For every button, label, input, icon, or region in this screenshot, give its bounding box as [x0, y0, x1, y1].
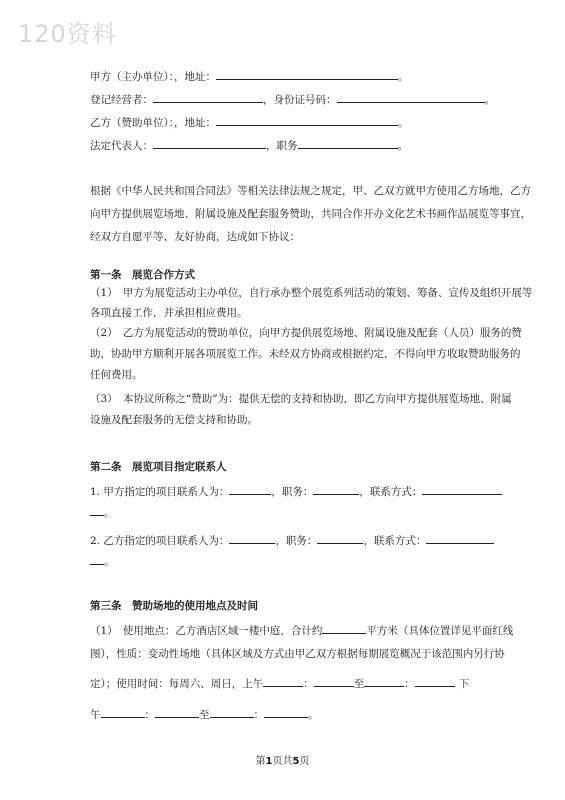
contact-2-contact-field[interactable]	[426, 533, 494, 544]
registrant-label: 登记经营者：	[90, 94, 153, 106]
contact-2-label: 2. 乙方指定的项目联系人为：	[90, 535, 230, 547]
article-3-line-3	[90, 676, 469, 691]
preamble-line-2: 向甲方提供展览场地、附属设施及配套服务赞助，共同合作开办文化艺术书画作品展览等事宜，	[90, 208, 531, 220]
footer-mid: 页共	[272, 756, 293, 767]
article-3-title: 第三条 赞助场地的使用地点及时间	[90, 600, 258, 612]
registrant-name-field[interactable]	[153, 92, 263, 103]
preamble-line-3: 经双方自愿平等、友好协商，达成如下协议：	[90, 231, 300, 243]
party-a-end: 。	[398, 71, 409, 83]
article-1-p1-line2: 各项直接工作，并承担相应费用。	[90, 307, 248, 319]
party-a-label: 甲方（主办单位）：	[90, 71, 174, 83]
registrant-line	[90, 92, 495, 107]
pm-start-minute-field[interactable]	[155, 707, 199, 718]
to-word: 至	[353, 678, 365, 690]
footer-total-pages: 5	[292, 756, 300, 767]
legal-rep-label: 法定代表人：	[90, 140, 153, 152]
contact-1-contact-field[interactable]	[422, 484, 502, 495]
contact-1-name-field[interactable]	[229, 484, 271, 495]
article-3-line-1	[90, 623, 513, 638]
contact-2-contact-label: ，联系方式：	[363, 535, 427, 547]
footer-pre: 第	[255, 756, 266, 767]
legal-rep-end: 。	[397, 140, 408, 152]
pm-word: 下	[458, 678, 470, 690]
contact-2-line	[90, 533, 494, 548]
legal-rep-position-label: ，职务	[266, 140, 298, 152]
am-start-minute-field[interactable]	[314, 676, 354, 687]
article-3-l4-end: 。	[308, 709, 319, 721]
contact-2-end: 。	[104, 556, 115, 568]
footer-current-page: 1	[265, 756, 273, 767]
article-1-p2-line2: 助，协助甲方顺利开展各项展览工作。未经双方协商或根据约定，不得向甲方收取赞助服务的	[90, 348, 521, 360]
contact-1-contact-label: ，联系方式：	[359, 486, 423, 498]
pm-start-hour-field[interactable]	[101, 707, 145, 718]
party-a-address-field[interactable]	[216, 69, 398, 80]
contact-2-contact-field-cont[interactable]	[90, 554, 104, 565]
pm-end-minute-field[interactable]	[264, 707, 308, 718]
colon: ：	[253, 709, 264, 721]
footer-post: 页	[299, 756, 310, 767]
article-3-l4-prefix: 午	[90, 709, 101, 721]
article-1-p2-line1: （2） 乙方为展览活动的赞助单位，向甲方提供展览场地、附属设施及配套（人员）服务的赞	[90, 327, 522, 339]
registrant-id-label: ，身份证号码：	[263, 94, 337, 106]
area-field[interactable]	[322, 623, 366, 634]
party-a-address-label: ，地址：	[174, 71, 216, 83]
article-3-line-2: 图），性质：变动性场地（具体区域及方式由甲乙双方根据每期展览概况于该范围内另行协	[90, 648, 505, 660]
contact-1-label: 1. 甲方指定的项目联系人为：	[90, 486, 230, 498]
contact-2-line-cont	[90, 554, 115, 569]
article-1-p2-line3: 任何费用。	[90, 369, 143, 381]
party-b-address-label: ，地址：	[174, 117, 216, 129]
contact-1-position-label: ，职务：	[271, 486, 314, 498]
contact-1-position-field[interactable]	[313, 484, 359, 495]
contact-2-name-field[interactable]	[229, 533, 275, 544]
article-1-p1-line1: （1） 甲方为展览活动主办单位，自行承办整个展览系列活动的策划、筹备、宣传及组织开展等	[90, 287, 533, 299]
legal-rep-name-field[interactable]	[153, 138, 266, 149]
article-3-l1-prefix: （1） 使用地点：乙方酒店区域一楼中庭，合计约	[90, 625, 323, 637]
contact-1-line	[90, 484, 502, 499]
article-3-l1-suffix: 平方米（具体位置详见平面红线	[366, 625, 514, 637]
registrant-id-field[interactable]	[337, 92, 485, 103]
am-start-hour-field[interactable]	[263, 676, 303, 687]
page-footer	[0, 752, 565, 767]
contact-1-end: 。	[104, 507, 115, 519]
colon: ：	[303, 678, 314, 690]
am-end-minute-field[interactable]	[415, 676, 455, 687]
colon: ：	[144, 709, 155, 721]
am-end-hour-field[interactable]	[364, 676, 404, 687]
party-b-line	[90, 115, 409, 130]
party-b-label: 乙方（赞助单位）：	[90, 117, 174, 129]
registrant-end: 。	[484, 94, 495, 106]
article-2-title: 第二条 展览项目指定联系人	[90, 461, 227, 473]
legal-rep-position-field[interactable]	[298, 138, 398, 149]
article-3-line-4	[90, 707, 319, 722]
article-1-title: 第一条 展览合作方式	[90, 269, 195, 281]
article-1-p3-line2: 设施及配套服务的无偿支持和协助。	[90, 414, 258, 426]
to-word: 至	[199, 709, 210, 721]
contact-1-line-cont	[90, 505, 115, 520]
contact-1-contact-field-cont[interactable]	[90, 505, 104, 516]
contact-2-position-label: ，职务：	[275, 535, 318, 547]
legal-rep-line	[90, 138, 408, 153]
preamble-line-1: 根据《中华人民共和国合同法》等相关法律法规之规定，甲、乙双方就甲方使用乙方场地，乙方	[90, 185, 531, 197]
watermark-logo: 120资料	[18, 20, 117, 48]
colon: ：	[404, 678, 415, 690]
party-b-end: 。	[398, 117, 409, 129]
contact-2-position-field[interactable]	[317, 533, 363, 544]
pm-end-hour-field[interactable]	[210, 707, 254, 718]
article-3-l3-prefix: 定）；使用时间：每周六、周日，上午	[90, 678, 264, 690]
party-b-address-field[interactable]	[216, 115, 398, 126]
article-1-p3-line1: （3） 本协议所称之“赞助”为：提供无偿的支持和协助，即乙方向甲方提供展览场地、附属	[90, 393, 512, 405]
party-a-line	[90, 69, 409, 84]
